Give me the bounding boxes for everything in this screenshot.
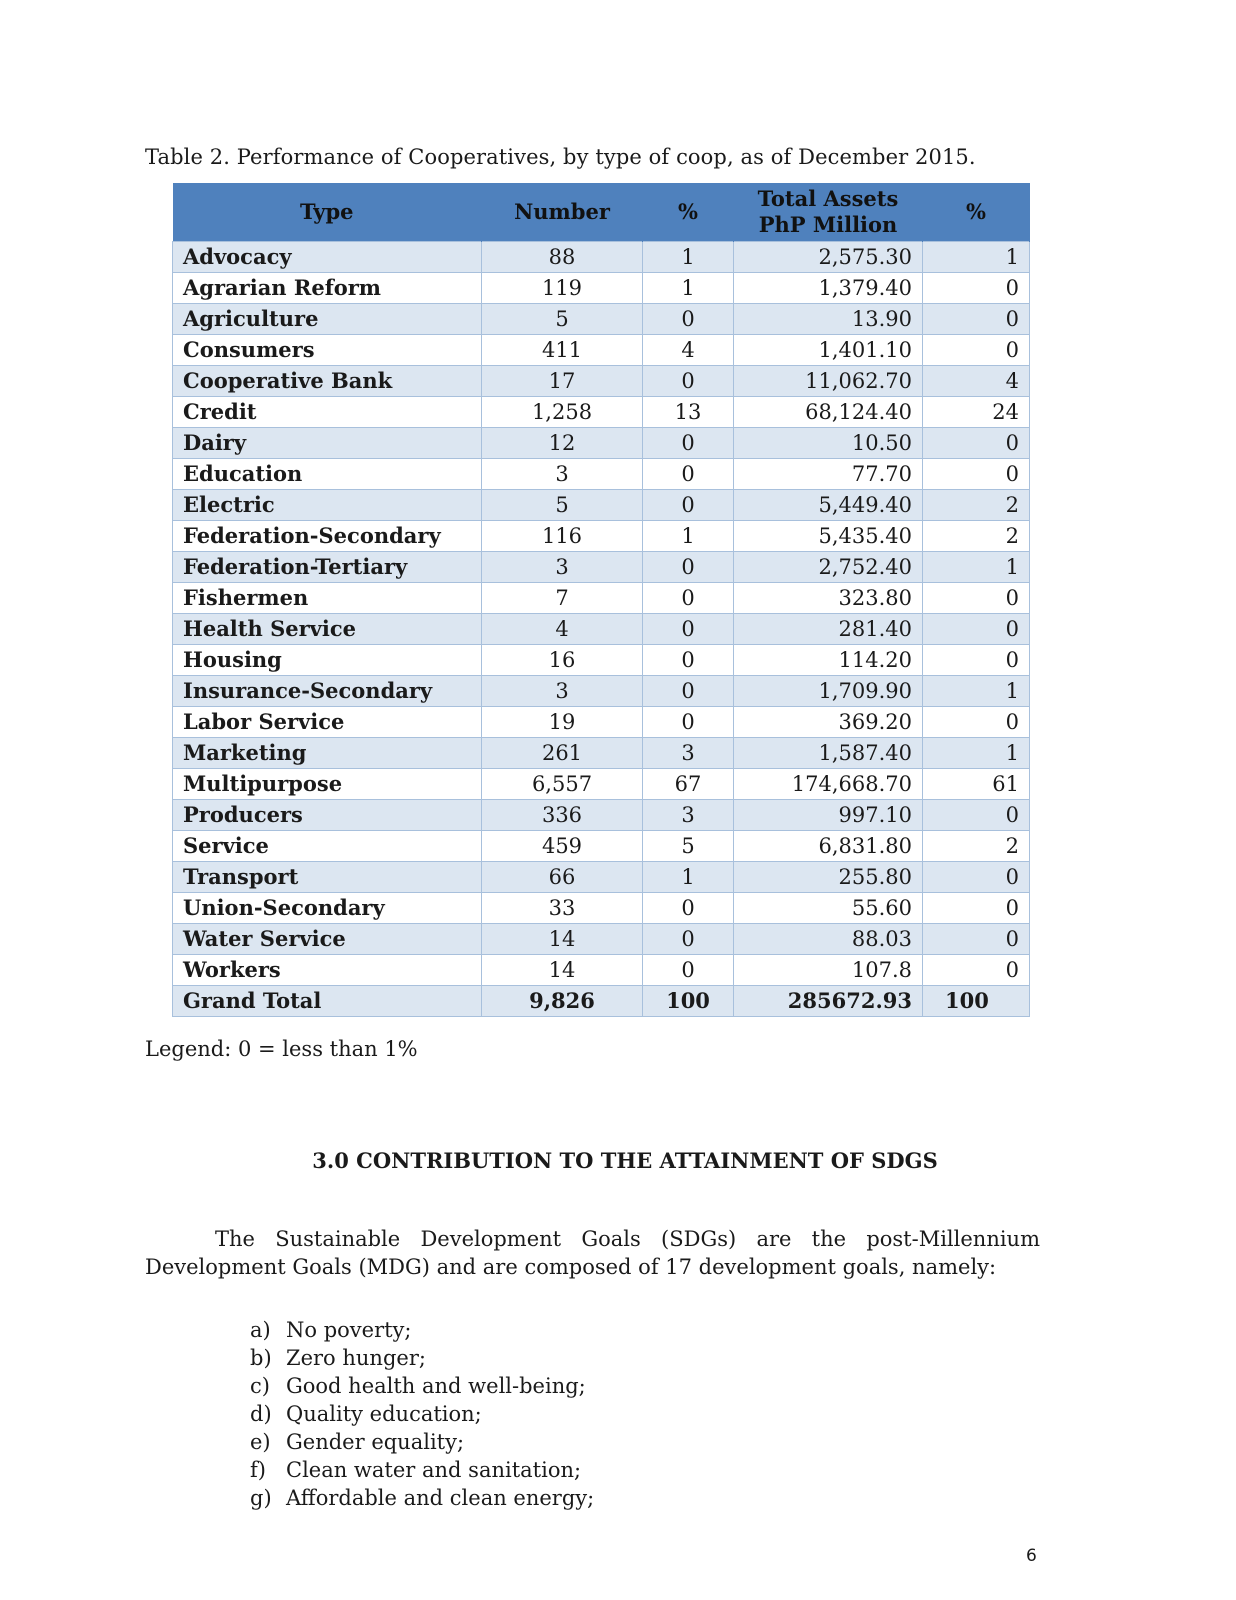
cell-total-assets: 1,709.90 (734, 676, 923, 707)
cell-assets-pct: 2 (923, 831, 1030, 862)
goal-item (250, 1316, 594, 1344)
goal-text: Zero hunger; (286, 1346, 426, 1370)
table-row (173, 304, 1030, 335)
cell-type: Dairy (173, 428, 482, 459)
cell-type: Service (173, 831, 482, 862)
table-row (173, 893, 1030, 924)
goal-item (250, 1344, 594, 1372)
page-number: 6 (1026, 1546, 1037, 1566)
goal-item (250, 1400, 594, 1428)
cell-type: Transport (173, 862, 482, 893)
cell-total-assets: 10.50 (734, 428, 923, 459)
table-legend: Legend: 0 = less than 1% (145, 1037, 418, 1061)
table-row (173, 676, 1030, 707)
cell-number: 119 (482, 273, 643, 304)
cell-total-assets: 5,435.40 (734, 521, 923, 552)
table-row (173, 242, 1030, 273)
cell-total-assets: 323.80 (734, 583, 923, 614)
cell-assets-pct: 0 (923, 583, 1030, 614)
cell-assets-pct: 0 (923, 924, 1030, 955)
cell-number: 12 (482, 428, 643, 459)
intro-paragraph: The Sustainable Development Goals (SDGs) are the post-Millennium Development Goals (MDG) and are composed of 17 development goals, namely: (145, 1227, 1040, 1279)
cell-number: 5 (482, 304, 643, 335)
cell-number: 3 (482, 459, 643, 490)
cell-total-assets: 255.80 (734, 862, 923, 893)
cell-number-pct: 3 (643, 800, 734, 831)
cell-assets-pct: 4 (923, 366, 1030, 397)
cell-number: 116 (482, 521, 643, 552)
cell-assets-pct: 0 (923, 273, 1030, 304)
cell-number: 4 (482, 614, 643, 645)
table-row (173, 552, 1030, 583)
cell-number: 7 (482, 583, 643, 614)
total-cell-number-pct: 100 (643, 986, 734, 1017)
table-row (173, 645, 1030, 676)
cooperatives-table (172, 183, 1030, 1017)
header-type: Type (173, 183, 482, 242)
table-row (173, 397, 1030, 428)
cell-type: Agriculture (173, 304, 482, 335)
cell-number-pct: 0 (643, 552, 734, 583)
cell-number: 14 (482, 955, 643, 986)
cell-type: Education (173, 459, 482, 490)
cell-number-pct: 0 (643, 428, 734, 459)
goal-marker: a) (250, 1318, 271, 1342)
goal-text: Good health and well-being; (286, 1374, 586, 1398)
cell-assets-pct: 0 (923, 707, 1030, 738)
goal-marker: d) (250, 1402, 272, 1426)
cell-total-assets: 68,124.40 (734, 397, 923, 428)
cell-number: 6,557 (482, 769, 643, 800)
cell-number: 16 (482, 645, 643, 676)
cell-type: Agrarian Reform (173, 273, 482, 304)
cell-number-pct: 13 (643, 397, 734, 428)
goal-item (250, 1456, 594, 1484)
goal-text: Clean water and sanitation; (286, 1458, 582, 1482)
cell-number: 261 (482, 738, 643, 769)
cell-type: Union-Secondary (173, 893, 482, 924)
table-row (173, 273, 1030, 304)
table-row (173, 459, 1030, 490)
goal-text: Gender equality; (286, 1430, 465, 1454)
table-header-row (173, 183, 1030, 242)
cell-assets-pct: 0 (923, 304, 1030, 335)
cell-number: 3 (482, 676, 643, 707)
cell-type: Labor Service (173, 707, 482, 738)
cell-type: Producers (173, 800, 482, 831)
cell-type: Water Service (173, 924, 482, 955)
cell-number-pct: 4 (643, 335, 734, 366)
table-caption: Table 2. Performance of Cooperatives, by type of coop, as of December 2015. (145, 145, 976, 169)
goal-text: Affordable and clean energy; (286, 1486, 595, 1510)
cell-number: 411 (482, 335, 643, 366)
cell-number-pct: 1 (643, 521, 734, 552)
cell-type: Federation-Tertiary (173, 552, 482, 583)
goal-item (250, 1372, 594, 1400)
cell-number: 14 (482, 924, 643, 955)
cell-number: 3 (482, 552, 643, 583)
cell-number-pct: 0 (643, 676, 734, 707)
cell-type: Advocacy (173, 242, 482, 273)
table-row (173, 738, 1030, 769)
cell-number-pct: 0 (643, 583, 734, 614)
cell-number-pct: 0 (643, 614, 734, 645)
cell-number-pct: 0 (643, 366, 734, 397)
cell-type: Health Service (173, 614, 482, 645)
cell-number-pct: 0 (643, 707, 734, 738)
cell-type: Fishermen (173, 583, 482, 614)
header-assets-line2: PhP Million (758, 212, 898, 237)
cell-number-pct: 0 (643, 955, 734, 986)
cell-number: 88 (482, 242, 643, 273)
cell-number-pct: 0 (643, 645, 734, 676)
cell-assets-pct: 2 (923, 490, 1030, 521)
cell-total-assets: 11,062.70 (734, 366, 923, 397)
cell-assets-pct: 0 (923, 614, 1030, 645)
goal-text: No poverty; (286, 1318, 412, 1342)
cell-number: 66 (482, 862, 643, 893)
table-row (173, 614, 1030, 645)
cell-total-assets: 281.40 (734, 614, 923, 645)
cell-total-assets: 997.10 (734, 800, 923, 831)
cell-number-pct: 0 (643, 924, 734, 955)
cell-total-assets: 107.8 (734, 955, 923, 986)
total-cell-number: 9,826 (482, 986, 643, 1017)
cell-number-pct: 0 (643, 490, 734, 521)
cell-number-pct: 5 (643, 831, 734, 862)
cell-assets-pct: 1 (923, 738, 1030, 769)
cell-type: Consumers (173, 335, 482, 366)
goal-marker: g) (250, 1486, 272, 1510)
cell-number-pct: 67 (643, 769, 734, 800)
cell-assets-pct: 1 (923, 552, 1030, 583)
cell-total-assets: 6,831.80 (734, 831, 923, 862)
cell-assets-pct: 0 (923, 459, 1030, 490)
cell-type: Credit (173, 397, 482, 428)
table-row (173, 366, 1030, 397)
cell-total-assets: 2,575.30 (734, 242, 923, 273)
cell-number-pct: 3 (643, 738, 734, 769)
cell-number-pct: 1 (643, 273, 734, 304)
cell-total-assets: 5,449.40 (734, 490, 923, 521)
cell-assets-pct: 0 (923, 862, 1030, 893)
table-row (173, 769, 1030, 800)
cell-total-assets: 369.20 (734, 707, 923, 738)
cell-number-pct: 0 (643, 893, 734, 924)
goal-marker: c) (250, 1374, 270, 1398)
table-row (173, 583, 1030, 614)
cell-type: Electric (173, 490, 482, 521)
goal-marker: f) (250, 1458, 266, 1482)
cell-assets-pct: 61 (923, 769, 1030, 800)
cell-type: Federation-Secondary (173, 521, 482, 552)
table-row (173, 707, 1030, 738)
cell-assets-pct: 0 (923, 955, 1030, 986)
total-cell-type: Grand Total (173, 986, 482, 1017)
total-cell-total-assets: 285672.93 (734, 986, 923, 1017)
cell-type: Housing (173, 645, 482, 676)
cell-type: Multipurpose (173, 769, 482, 800)
cell-assets-pct: 0 (923, 428, 1030, 459)
cell-assets-pct: 0 (923, 893, 1030, 924)
cell-number: 33 (482, 893, 643, 924)
cell-number: 336 (482, 800, 643, 831)
cell-total-assets: 1,379.40 (734, 273, 923, 304)
cell-type: Workers (173, 955, 482, 986)
table-row (173, 521, 1030, 552)
header-total-assets (734, 183, 923, 242)
header-number: Number (482, 183, 643, 242)
total-cell-assets-pct: 100 (923, 986, 1030, 1017)
table-row (173, 831, 1030, 862)
cell-total-assets: 174,668.70 (734, 769, 923, 800)
cell-type: Cooperative Bank (173, 366, 482, 397)
table-row (173, 924, 1030, 955)
cell-number-pct: 0 (643, 459, 734, 490)
cell-total-assets: 77.70 (734, 459, 923, 490)
cell-type: Marketing (173, 738, 482, 769)
cell-assets-pct: 24 (923, 397, 1030, 428)
cell-number: 5 (482, 490, 643, 521)
cell-number: 17 (482, 366, 643, 397)
table-row (173, 490, 1030, 521)
cell-number: 1,258 (482, 397, 643, 428)
cell-number-pct: 1 (643, 242, 734, 273)
grand-total-row (173, 986, 1030, 1017)
cell-total-assets: 55.60 (734, 893, 923, 924)
cell-total-assets: 13.90 (734, 304, 923, 335)
cell-assets-pct: 1 (923, 242, 1030, 273)
header-number-pct: % (643, 183, 734, 242)
header-assets-line1: Total Assets (757, 186, 899, 211)
table-row (173, 955, 1030, 986)
cell-number: 19 (482, 707, 643, 738)
goal-text: Quality education; (286, 1402, 482, 1426)
cell-type: Insurance-Secondary (173, 676, 482, 707)
cell-assets-pct: 1 (923, 676, 1030, 707)
cell-number-pct: 1 (643, 862, 734, 893)
goal-marker: e) (250, 1430, 271, 1454)
cell-assets-pct: 0 (923, 335, 1030, 366)
goal-item (250, 1484, 594, 1512)
table-row (173, 335, 1030, 366)
cell-total-assets: 114.20 (734, 645, 923, 676)
cell-assets-pct: 0 (923, 645, 1030, 676)
cell-assets-pct: 2 (923, 521, 1030, 552)
table-row (173, 428, 1030, 459)
goal-marker: b) (250, 1346, 272, 1370)
header-assets-pct: % (923, 183, 1030, 242)
table-body (173, 242, 1030, 1017)
cell-number: 459 (482, 831, 643, 862)
table-row (173, 862, 1030, 893)
table-row (173, 800, 1030, 831)
cell-assets-pct: 0 (923, 800, 1030, 831)
cell-total-assets: 1,401.10 (734, 335, 923, 366)
cell-number-pct: 0 (643, 304, 734, 335)
goal-item (250, 1428, 594, 1456)
cell-total-assets: 1,587.40 (734, 738, 923, 769)
section-heading: 3.0 CONTRIBUTION TO THE ATTAINMENT OF SDGS (312, 1148, 938, 1173)
cell-total-assets: 2,752.40 (734, 552, 923, 583)
sdg-goals-list (250, 1316, 594, 1512)
cell-total-assets: 88.03 (734, 924, 923, 955)
